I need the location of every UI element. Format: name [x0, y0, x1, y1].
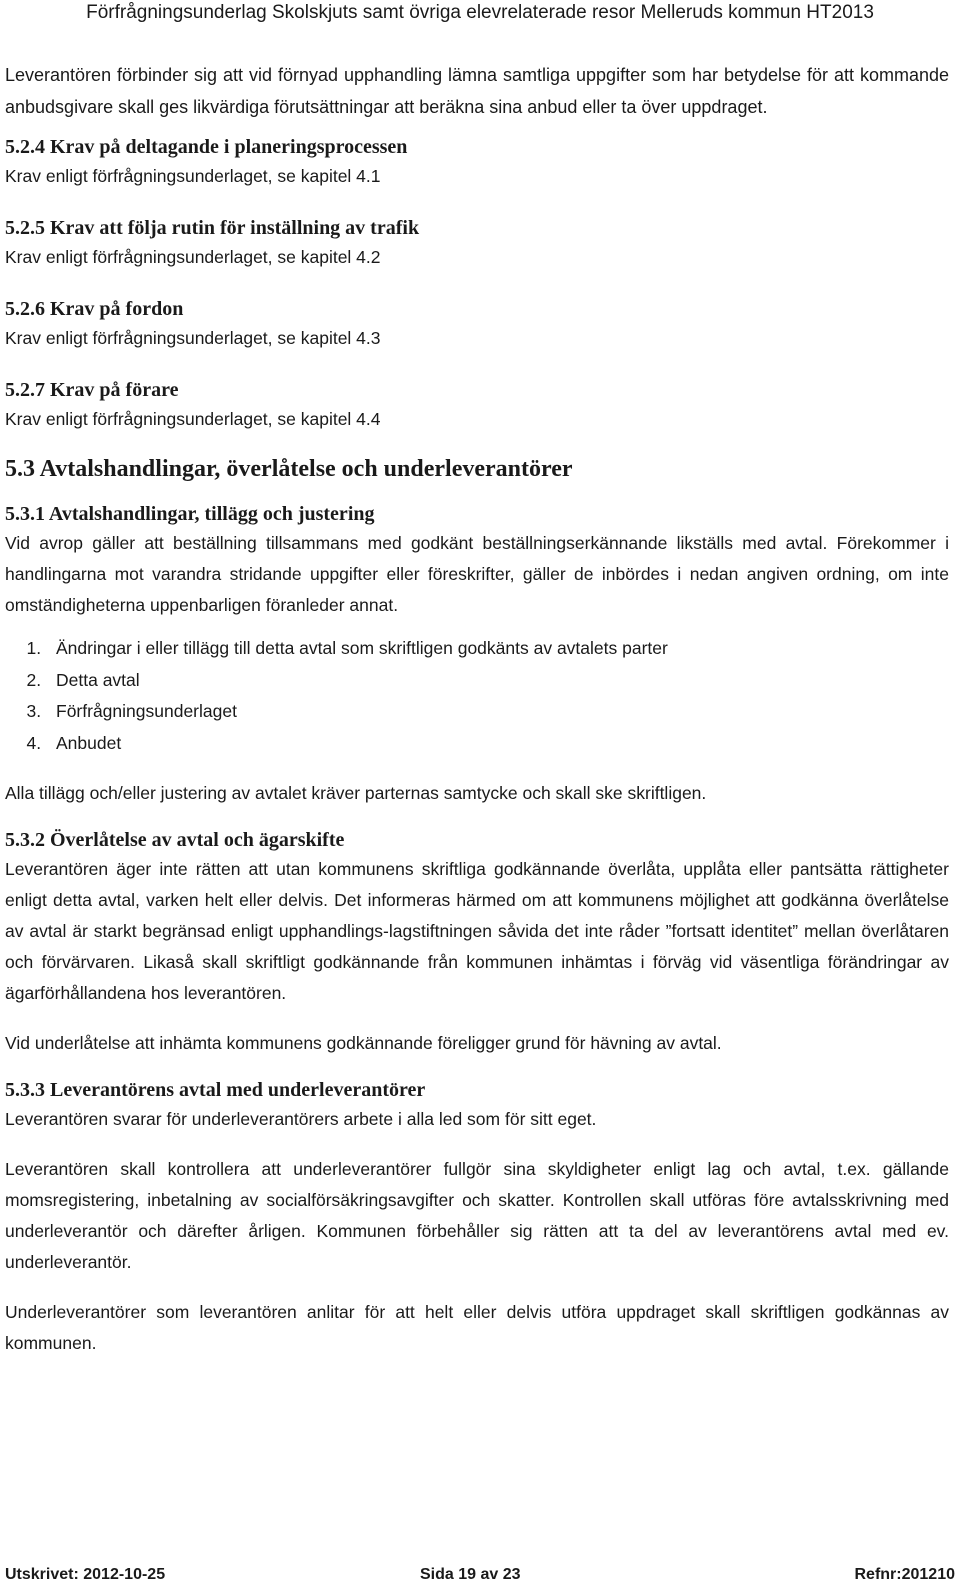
list-item: 2. Detta avtal [46, 665, 949, 697]
section-text: Leverantören skall kontrollera att underleverantörer fullgör sina skyldigheter enligt lag och avtal, t.ex. gällande momsregistering, inbetalning av socialförsäkringsavgifter och skatter. Kontrollen skall utföras före avtalsskrivning med underleverantör och därefter årligen. Kommunen förbehåller sig rätten att ta del av leverantörens avtal med ev. underleverantör. [5, 1159, 949, 1272]
section-5-2-6 [5, 295, 949, 353]
priority-list [5, 633, 949, 759]
section-text: Leverantören svarar för underleverantörers arbete i alla led som för sitt eget. [5, 1109, 597, 1129]
section-heading: 5.3.2 Överlåtelse av avtal och ägarskifte [5, 829, 345, 851]
section-text: Krav enligt förfrågningsunderlaget, se kapitel 4.2 [5, 247, 381, 267]
section-text: Krav enligt förfrågningsunderlaget, se kapitel 4.1 [5, 166, 381, 186]
intro-paragraph: Leverantören förbinder sig att vid förnyad upphandling lämna samtliga uppgifter som har betydelse för att kommande anbudsgivare skall ges likvärdiga förutsättningar att beräkna sina anbud eller ta över uppdraget. [5, 65, 949, 117]
section-5-3-3 [5, 1076, 949, 1359]
reference-number: Refnr:201210 [854, 1566, 955, 1583]
section-text: Underleverantörer som leverantören anlitar för att helt eller delvis utföra uppdraget skall skriftligen godkännas av kommunen. [5, 1302, 949, 1353]
section-after-text: Alla tillägg och/eller justering av avtalet kräver parternas samtycke och skall ske skriftligen. [5, 783, 707, 803]
section-text: Leverantören äger inte rätten att utan kommunens skriftliga godkännande överlåta, upplåta eller pantsätta rättigheter enligt detta avtal, varken helt eller delvis. Det informeras härmed om att kommunens möjlighet att godkänna överlåtelse av avtal är starkt begränsad enligt upphandlings-lagstiftningen såvida det inte råder ”fortsatt identitet” mellan överlåtaren och förvärvaren. Likaså skall skriftligt godkännande från kommunen inhämtas i förväg vid väsentliga förändringar av ägarförhållandena hos leverantören. [5, 859, 949, 1003]
section-text: Krav enligt förfrågningsunderlaget, se kapitel 4.3 [5, 328, 381, 348]
section-heading: 5.2.4 Krav på deltagande i planeringsprocessen [5, 136, 408, 158]
section-heading: 5.2.7 Krav på förare [5, 379, 179, 401]
list-item: 4. Anbudet [46, 728, 949, 760]
page-number: Sida 19 av 23 [420, 1566, 521, 1583]
section-5-3-2 [5, 826, 949, 1059]
list-item: 1. Ändringar i eller tillägg till detta avtal som skriftligen godkänts av avtalets parter [46, 633, 949, 665]
section-heading: 5.3.3 Leverantörens avtal med underleverantörer [5, 1079, 426, 1101]
section-5-2-7 [5, 376, 949, 434]
section-heading: 5.3.1 Avtalshandlingar, tillägg och justering [5, 503, 375, 525]
section-5-3-heading: 5.3 Avtalshandlingar, överlåtelse och underleverantörer [5, 456, 573, 482]
section-5-2-4 [5, 133, 949, 191]
print-date: Utskrivet: 2012-10-25 [5, 1566, 166, 1583]
section-after-text: Vid underlåtelse att inhämta kommunens godkännande föreligger grund för hävning av avtal. [5, 1033, 722, 1053]
section-text: Vid avrop gäller att beställning tillsammans med godkänt beställningserkännande likställs med avtal. Förekommer i handlingarna mot varandra stridande uppgifter eller föreskrifter, gäller de inbördes i nedan angiven ordning, om inte omständigheterna uppenbarligen föranleder annat. [5, 533, 949, 615]
section-text: Krav enligt förfrågningsunderlaget, se kapitel 4.4 [5, 409, 381, 429]
document-body [5, 60, 949, 1359]
section-heading: 5.2.5 Krav att följa rutin för inställning av trafik [5, 217, 420, 239]
page-header: Förfrågningsunderlag Skolskjuts samt övriga elevrelaterade resor Melleruds kommun HT2013 [86, 2, 874, 23]
page-footer [5, 1564, 955, 1585]
section-5-2-5 [5, 214, 949, 272]
section-heading: 5.2.6 Krav på fordon [5, 298, 184, 320]
list-item: 3. Förfrågningsunderlaget [46, 696, 949, 728]
section-5-3-1 [5, 500, 949, 809]
